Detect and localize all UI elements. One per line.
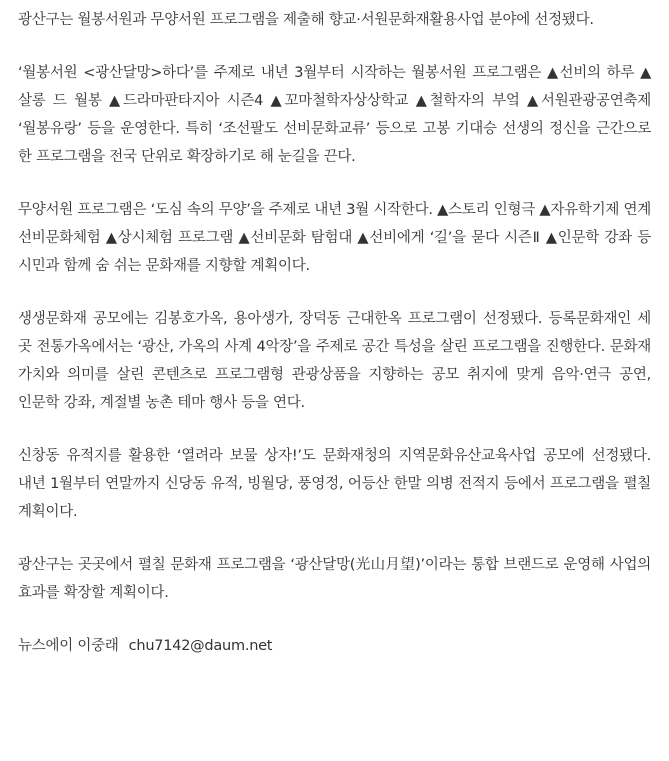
paragraph-sinchang-site: 신창동 유적지를 활용한 ‘열려라 보물 상자!’도 문화재청의 지역문화유산교육사업 공모에 선정됐다. 내년 1월부터 연말까지 신당동 유적, 빙월당, 풍영정, 어등산 한말 의병 전적지 등에서 프로그램을 펼칠 계획이다.: [18, 448, 651, 520]
byline-email: chu7142@daum.net: [128, 638, 273, 654]
paragraph-intro: 광산구는 월봉서원과 무양서원 프로그램을 제출해 향교·서원문화재활용사업 분야에 선정됐다.: [18, 12, 594, 28]
paragraph-wolbong-program: ‘월봉서원 <광산달망>하다’를 주제로 내년 3월부터 시작하는 월봉서원 프로그램은 ▲선비의 하루 ▲살롱 드 월봉 ▲드라마판타지아 시즌4 ▲꼬마철학자상상학교 ▲철학자의 부엌 ▲서원관광공연축제 ‘월봉유랑’ 등을 운영한다. 특히 ‘조선팔도 선비문화교류’ 등으로 고봉 기대승 선생의 정신을 근간으로 한 프로그램을 전국 단위로 확장하기로 해 눈길을 끈다.: [18, 65, 651, 165]
byline-author: 뉴스에이 이중래: [18, 638, 119, 654]
paragraph-living-heritage: 생생문화재 공모에는 김봉호가옥, 용아생가, 장덕동 근대한옥 프로그램이 선정됐다. 등록문화재인 세 곳 전통가옥에서는 ‘광산, 가옥의 사계 4악장’을 주제로 공간 특성을 살린 프로그램을 진행한다. 문화재 가치와 의미를 살린 콘텐츠로 프로그램형 관광상품을 지향하는 공모 취지에 맞게 음악·연극 공연, 인문학 강좌, 계절별 농촌 테마 행사 등을 연다.: [18, 311, 651, 411]
paragraph-muyang-program: 무양서원 프로그램은 ‘도심 속의 무양’을 주제로 내년 3월 시작한다. ▲스토리 인형극 ▲자유학기제 연계 선비문화체험 ▲상시체험 프로그램 ▲선비문화 탐험대 ▲선비에게 ‘길’을 묻다 시즌Ⅱ ▲인문학 강좌 등 시민과 함께 숨 쉬는 문화재를 지향할 계획이다.: [18, 202, 651, 274]
byline: [18, 632, 651, 660]
paragraph-brand: 광산구는 곳곳에서 펼칠 문화재 프로그램을 ‘광산달망(光山月望)’이라는 통합 브랜드로 운영해 사업의 효과를 확장할 계획이다.: [18, 557, 651, 601]
